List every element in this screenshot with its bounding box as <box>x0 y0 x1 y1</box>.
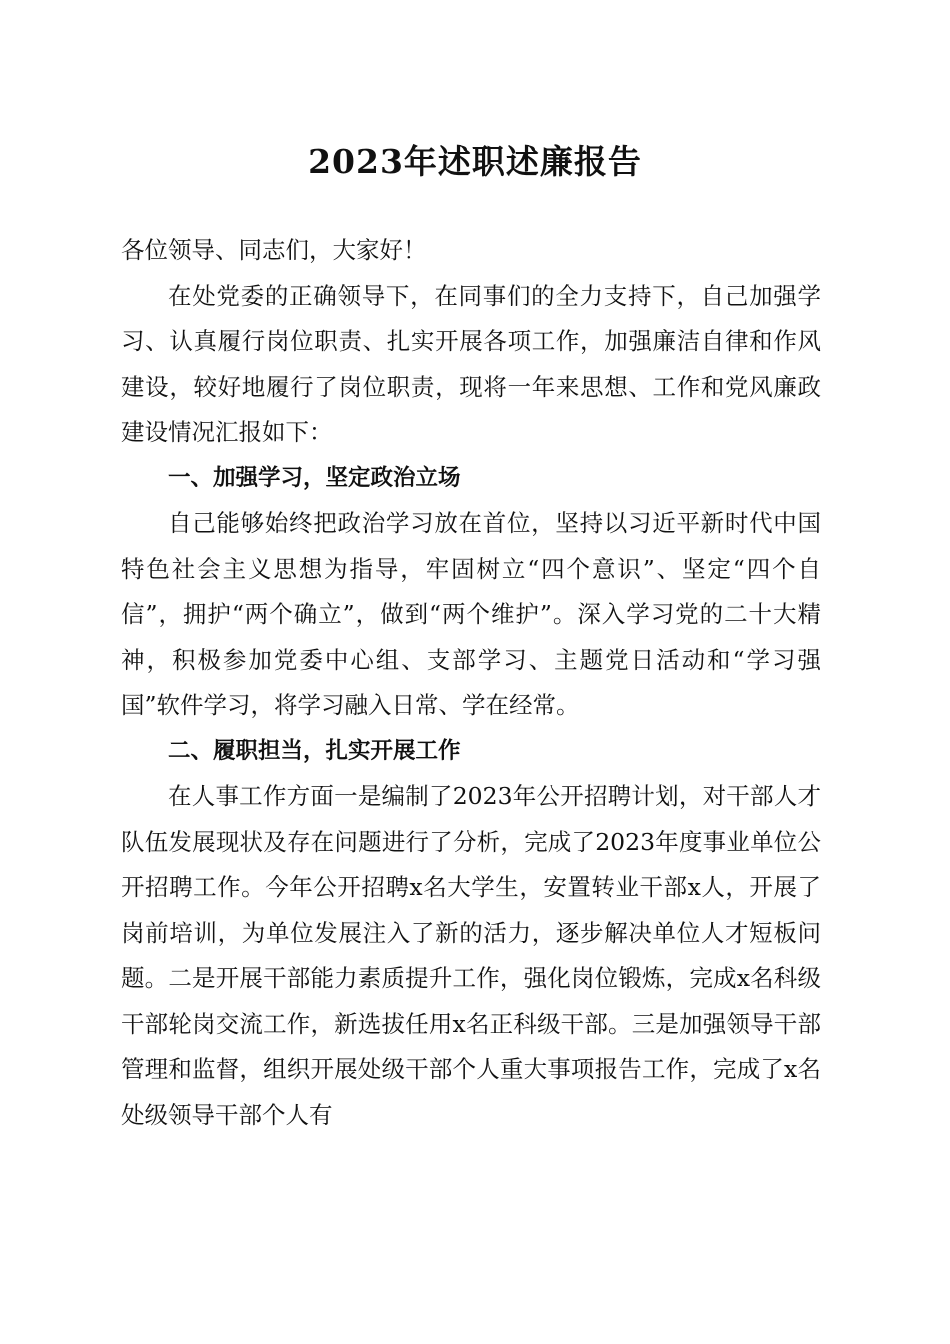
document-title: 2023年述职述廉报告 <box>308 142 642 181</box>
section-heading-1: 一、加强学习，坚定政治立场 <box>168 464 461 491</box>
intro-paragraph: 在处党委的正确领导下，在同事们的全力支持下，自己加强学习、认真履行岗位职责、扎实开展各项工作，加强廉洁自律和作风建设，较好地履行了岗位职责，现将一年来思想、工作和党风廉政建设情况汇报如下： <box>121 281 821 446</box>
greeting: 各位领导、同志们，大家好！ <box>121 236 427 264</box>
document-body <box>121 228 821 1138</box>
section-1-paragraph: 自己能够始终把政治学习放在首位，坚持以习近平新时代中国特色社会主义思想为指导，牢固树立“四个意识”、坚定“四个自信”，拥护“两个确立”，做到“两个维护”。深入学习党的二十大精神，积极参加党委中心组、支部学习、主题党日活动和“学习强国”软件学习，将学习融入日常、学在经常。 <box>121 509 821 719</box>
section-heading-2: 二、履职担当，扎实开展工作 <box>168 737 461 764</box>
section-2-paragraph: 在人事工作方面一是编制了2023年公开招聘计划，对干部人才队伍发展现状及存在问题进行了分析，完成了2023年度事业单位公开招聘工作。今年公开招聘x名大学生，安置转业干部x人，开展了岗前培训，为单位发展注入了新的活力，逐步解决单位人才短板问题。二是开展干部能力素质提升工作，强化岗位锻炼，完成x名科级干部轮岗交流工作，新选拔任用x名正科级干部。三是加强领导干部管理和监督，组织开展处级干部个人重大事项报告工作，完成了x名处级领导干部个人有 <box>121 782 821 1129</box>
